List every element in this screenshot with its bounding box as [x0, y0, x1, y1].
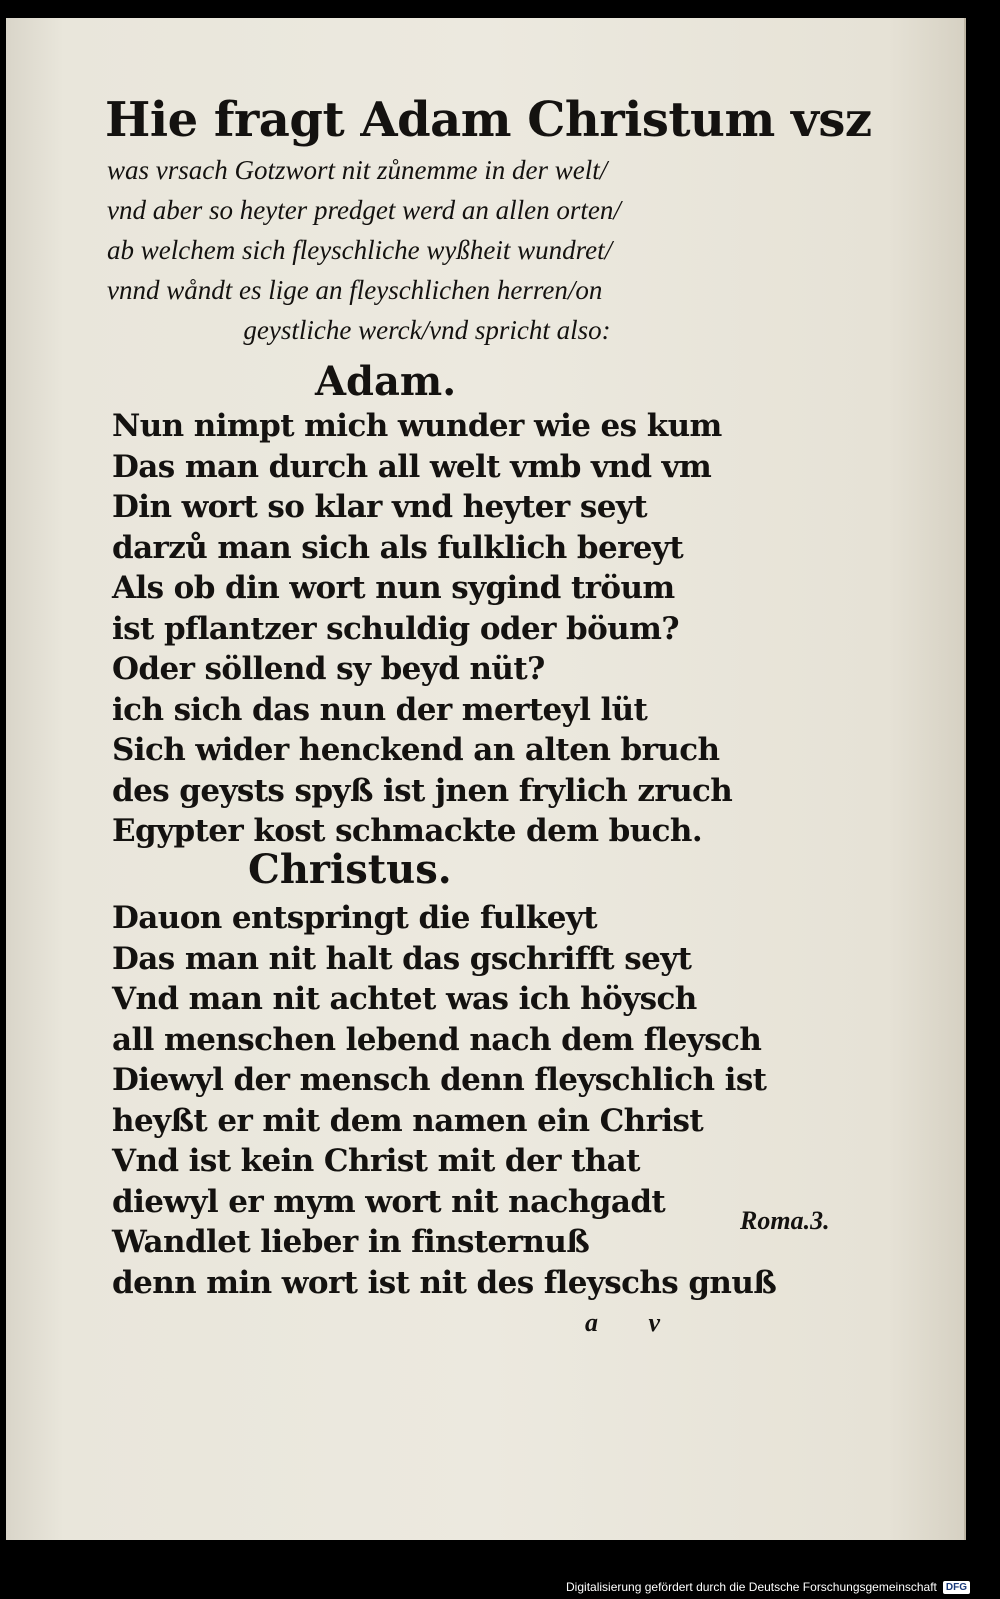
verse-line: Das man durch all welt vmb vnd vm [112, 448, 712, 485]
verse-line: Vnd man nit achtet was ich höysch [112, 981, 697, 1017]
speaker-christus: Christus. [248, 846, 452, 893]
intro-line: vnd aber so heyter predget werd an allen orten/ [107, 195, 621, 225]
verse-line: Diewyl der mensch denn fleyschlich ist [112, 1062, 767, 1098]
verse-line: Egypter kost schmackte dem buch. [112, 813, 703, 849]
intro-line: vnnd wåndt es lige an fleyschlichen herren/on [107, 275, 603, 305]
verse-line: Dauon entspringt die fulkeyt [112, 900, 598, 936]
verse-line: Wandlet lieber in finsternuß [112, 1224, 590, 1260]
intro-line: geystliche werck/vnd spricht also: [243, 315, 611, 345]
intro-paragraph [107, 150, 747, 350]
speaker-adam: Adam. [315, 358, 457, 405]
page-title: Hie fragt Adam Christum vsz [105, 92, 872, 148]
intro-line: ab welchem sich fleyschliche wyßheit wundret/ [107, 235, 613, 265]
intro-line: was vrsach Gotzwort nit zůnemme in der welt/ [107, 155, 608, 185]
verse-line: denn min wort ist nit des fleyschs gnuß [112, 1264, 777, 1301]
verse-line: darzů man sich als fulklich bereyt [112, 529, 684, 566]
verse-line: ich sich das nun der merteyl lüt [112, 691, 648, 728]
verses-adam [112, 406, 732, 852]
verse-line: Das man nit halt das gschrifft seyt [112, 940, 692, 977]
footer-text: Digitalisierung gefördert durch die Deutsche Forschungsgemeinschaft [566, 1580, 937, 1594]
margin-note: Roma.3. [740, 1206, 830, 1235]
signature-mark: a v [585, 1308, 683, 1337]
footer-credit [566, 1580, 970, 1594]
verse-line: Din wort so klar vnd heyter seyt [112, 489, 647, 525]
verse-line: Nun nimpt mich wunder wie es kum [112, 408, 722, 444]
verse-line: diewyl er mym wort nit nachgadt [112, 1183, 666, 1220]
verse-line: des geysts spyß ist jnen frylich zruch [112, 772, 733, 809]
verse-line: heyßt er mit dem namen ein Christ [112, 1102, 704, 1139]
verse-line: Als ob din wort nun sygind tröum [112, 570, 675, 606]
verses-christus [112, 898, 776, 1303]
verse-line: ist pflantzer schuldig oder böum? [112, 610, 679, 647]
dfg-logo-icon: DFG [943, 1581, 970, 1594]
verse-line: Sich wider henckend an alten bruch [112, 732, 720, 768]
verse-line: Oder söllend sy beyd nüt? [112, 651, 545, 687]
verse-line: all menschen lebend nach dem fleysch [112, 1021, 762, 1058]
verse-line: Vnd ist kein Christ mit der that [112, 1143, 640, 1179]
